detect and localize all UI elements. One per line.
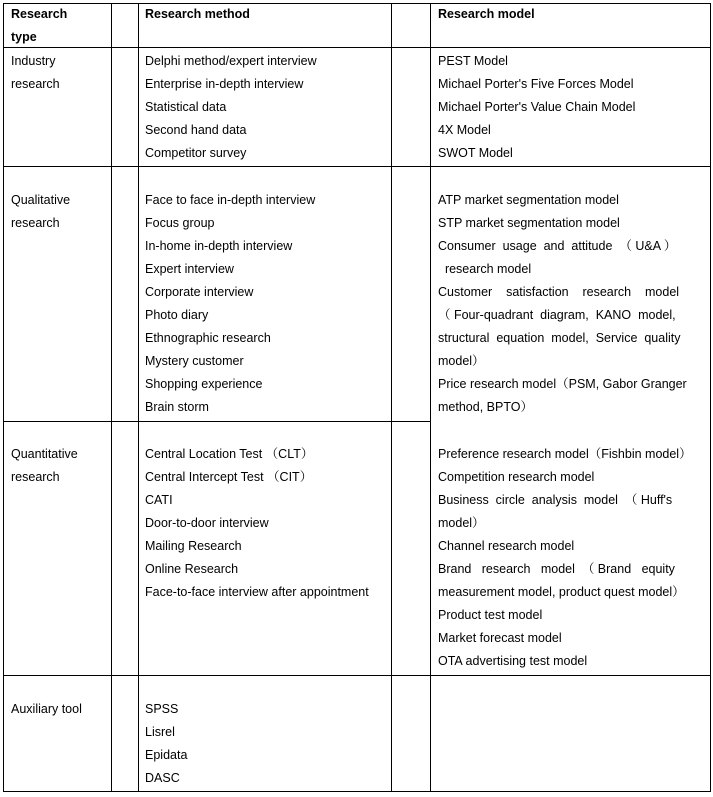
model-item: model）	[438, 516, 485, 530]
method-item: DASC	[145, 771, 180, 785]
model-item: Competition research model	[438, 470, 595, 484]
model-item: ATP market segmentation model	[438, 193, 619, 207]
row-divider	[3, 421, 431, 422]
type-quantitative: Quantitative	[11, 447, 78, 461]
model-item: measurement model, product quest model）	[438, 585, 685, 599]
header-research-method: Research method	[145, 7, 250, 21]
model-item: Customer satisfaction research model	[438, 285, 680, 299]
table-border-left	[3, 3, 4, 792]
model-item: model）	[438, 354, 485, 368]
method-item: Enterprise in-depth interview	[145, 77, 304, 91]
header-research-type: Research	[11, 7, 68, 21]
method-item: Second hand data	[145, 123, 247, 137]
row-divider	[3, 675, 711, 676]
header-research-model: Research model	[438, 7, 535, 21]
model-item: Michael Porter's Value Chain Model	[438, 100, 636, 114]
model-item: Product test model	[438, 608, 543, 622]
model-item: 4X Model	[438, 123, 491, 137]
table-border-bottom	[3, 791, 711, 792]
model-item: Michael Porter's Five Forces Model	[438, 77, 634, 91]
column-divider	[391, 3, 392, 792]
method-item: Photo diary	[145, 308, 209, 322]
method-item: Expert interview	[145, 262, 234, 276]
model-item: Price research model（PSM, Gabor Granger	[438, 377, 687, 391]
method-item: Focus group	[145, 216, 215, 230]
method-item: Brain storm	[145, 400, 209, 414]
method-item: In-home in-depth interview	[145, 239, 293, 253]
row-divider	[3, 47, 711, 48]
type-quantitative: research	[11, 470, 60, 484]
method-item: Competitor survey	[145, 146, 247, 160]
column-divider	[430, 3, 431, 792]
header-research-type: type	[11, 30, 37, 44]
model-item: Business circle analysis model （ Huff's	[438, 493, 673, 507]
type-auxiliary: Auxiliary tool	[11, 702, 82, 716]
method-item: Mailing Research	[145, 539, 242, 553]
column-divider	[111, 3, 112, 792]
method-item: Mystery customer	[145, 354, 244, 368]
method-item: Ethnographic research	[145, 331, 271, 345]
table-border-right	[710, 3, 711, 792]
model-item: Preference research model（Fishbin model）	[438, 447, 692, 461]
model-item: SWOT Model	[438, 146, 513, 160]
row-divider	[3, 166, 711, 167]
type-qualitative: research	[11, 216, 60, 230]
type-qualitative: Qualitative	[11, 193, 71, 207]
method-item: Face-to-face interview after appointment	[145, 585, 369, 599]
model-item: PEST Model	[438, 54, 508, 68]
method-item: SPSS	[145, 702, 179, 716]
method-item: Epidata	[145, 748, 188, 762]
model-item: structural equation model, Service quality	[438, 331, 681, 345]
type-industry: Industry	[11, 54, 56, 68]
method-item: Lisrel	[145, 725, 175, 739]
model-item: Market forecast model	[438, 631, 562, 645]
model-item: STP market segmentation model	[438, 216, 620, 230]
type-industry: research	[11, 77, 60, 91]
method-item: CATI	[145, 493, 173, 507]
model-item: method, BPTO）	[438, 400, 533, 414]
method-item: Statistical data	[145, 100, 227, 114]
method-item: Online Research	[145, 562, 239, 576]
model-item: research model	[438, 262, 532, 276]
method-item: Door-to-door interview	[145, 516, 269, 530]
model-item: Consumer usage and attitude （ U&A ）	[438, 239, 677, 253]
column-divider	[138, 3, 139, 792]
method-item: Shopping experience	[145, 377, 263, 391]
method-item: Delphi method/expert interview	[145, 54, 317, 68]
method-item: Face to face in-depth interview	[145, 193, 316, 207]
model-item: （ Four-quadrant diagram, KANO model,	[438, 308, 676, 322]
table-border-top	[3, 3, 711, 4]
method-item: Corporate interview	[145, 285, 254, 299]
model-item: Brand research model （ Brand equity	[438, 562, 675, 576]
method-item: Central Location Test （CLT）	[145, 447, 314, 461]
method-item: Central Intercept Test （CIT）	[145, 470, 313, 484]
model-item: Channel research model	[438, 539, 575, 553]
model-item: OTA advertising test model	[438, 654, 588, 668]
